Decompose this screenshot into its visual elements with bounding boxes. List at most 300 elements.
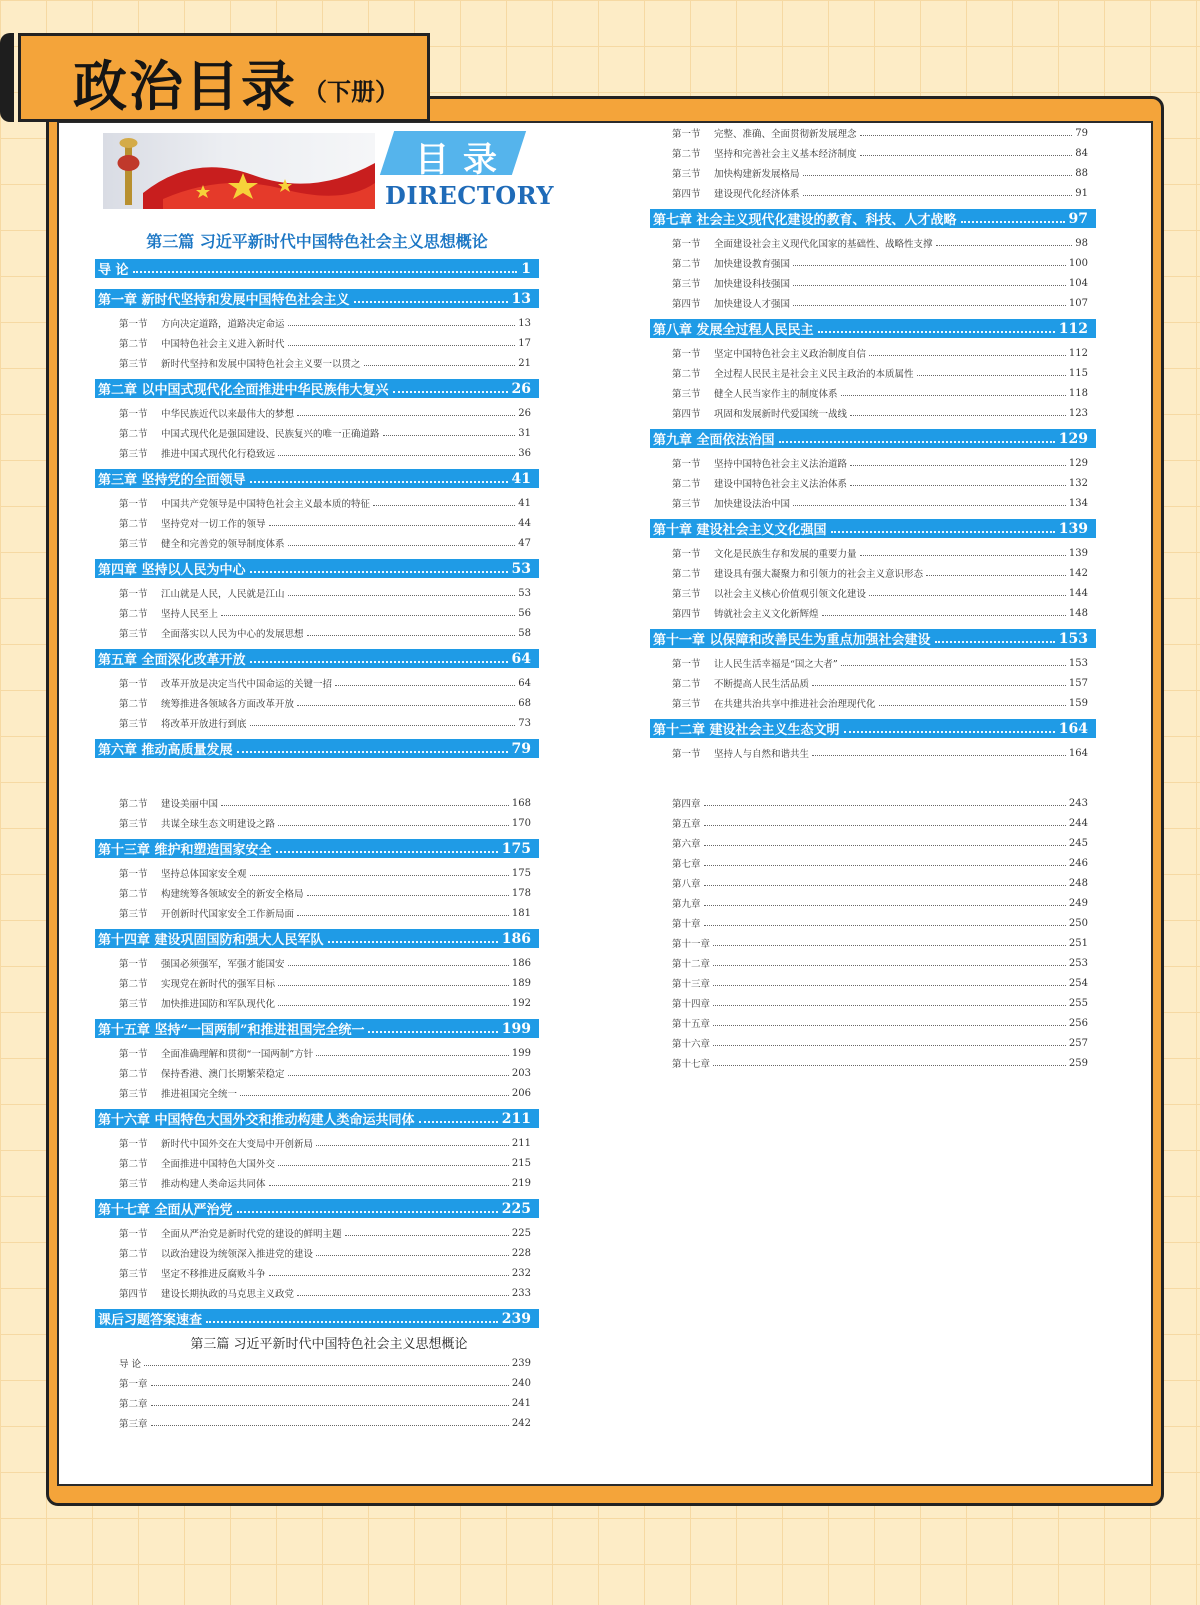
dot-leader	[250, 661, 508, 663]
section-number: 第三节	[119, 359, 148, 370]
section-row[interactable]	[119, 1153, 531, 1173]
answer-row[interactable]	[119, 1353, 531, 1373]
dot-leader	[850, 415, 1066, 416]
dot-leader	[869, 355, 1066, 356]
section-row[interactable]	[119, 903, 531, 923]
section-row[interactable]	[119, 1263, 531, 1283]
section-title: 建设中国特色社会主义法治体系	[714, 479, 848, 490]
section-number: 第二节	[672, 369, 701, 380]
chapter-row[interactable]	[650, 719, 1096, 738]
chapter-page: 129	[1058, 430, 1088, 447]
chapter-page: 175	[501, 840, 531, 857]
chapter-row[interactable]	[95, 289, 539, 308]
section-number: 第三节	[672, 279, 701, 290]
answer-row[interactable]	[672, 893, 1088, 913]
section-number: 第三节	[119, 629, 148, 640]
section-page: 178	[511, 887, 531, 899]
answer-page: 251	[1068, 937, 1088, 949]
section-row[interactable]	[672, 693, 1088, 713]
header-image	[103, 133, 375, 209]
section-title: 新时代坚持和发展中国特色社会主义要一以贯之	[161, 359, 361, 370]
section-page: 175	[511, 867, 531, 879]
section-page: 64	[518, 677, 531, 689]
section-row[interactable]	[672, 653, 1088, 673]
dot-leader	[237, 751, 508, 753]
section-title: 巩固和发展新时代爱国统一战线	[714, 409, 848, 420]
section-number: 第二节	[119, 519, 148, 530]
section-page: 47	[518, 537, 531, 549]
dot-leader	[860, 135, 1073, 136]
section-row[interactable]	[119, 443, 531, 463]
dot-leader	[793, 505, 1066, 506]
section-row[interactable]	[672, 453, 1088, 473]
section-title: 加快建设法治中国	[714, 499, 791, 510]
section-title: 在共建共治共享中推进社会治理现代化	[714, 699, 876, 710]
section-row[interactable]	[119, 883, 531, 903]
section-number: 第二节	[119, 1159, 148, 1170]
section-row[interactable]	[672, 543, 1088, 563]
section-row[interactable]	[672, 343, 1088, 363]
answer-row[interactable]	[672, 813, 1088, 833]
section-number: 第一节	[119, 589, 148, 600]
dot-leader	[383, 435, 516, 436]
section-page: 225	[511, 1227, 531, 1239]
section-number: 第一节	[672, 349, 701, 360]
section-row[interactable]	[119, 1173, 531, 1193]
answer-label: 第九章	[672, 899, 701, 910]
section-number: 第四节	[672, 409, 701, 420]
chapter-row[interactable]	[650, 519, 1096, 538]
chapter-title: 第十一章 以保障和改善民生为重点加强社会建设	[653, 633, 931, 648]
section-row[interactable]	[672, 233, 1088, 253]
section-page: 17	[518, 337, 531, 349]
answer-page: 245	[1068, 837, 1088, 849]
section-title: 全面准确理解和贯彻“一国两制”方针	[161, 1049, 314, 1060]
dot-leader	[316, 1255, 509, 1256]
answer-page: 253	[1068, 957, 1088, 969]
section-row[interactable]	[672, 163, 1088, 183]
chapter-page: 211	[501, 1110, 531, 1127]
dot-leader	[250, 571, 508, 573]
chapter-title: 课后习题答案速查	[98, 1313, 203, 1328]
section-page: 144	[1068, 587, 1088, 599]
section-number: 第二节	[119, 1069, 148, 1080]
chapter-title: 第四章 坚持以人民为中心	[98, 563, 246, 578]
chapter-row[interactable]	[650, 209, 1096, 228]
section-row[interactable]	[119, 813, 531, 833]
chapter-page: 79	[511, 740, 531, 757]
answer-row[interactable]	[672, 873, 1088, 893]
dot-leader	[151, 1405, 509, 1406]
section-row[interactable]	[119, 353, 531, 373]
section-number: 第二节	[119, 339, 148, 350]
directory-title: DIRECTORY	[385, 181, 554, 210]
answers-part-title: 第三篇 习近平新时代中国特色社会主义思想概论	[190, 1337, 468, 1352]
title-banner	[18, 33, 430, 122]
answer-page: 255	[1068, 997, 1088, 1009]
section-row[interactable]	[672, 403, 1088, 423]
section-row[interactable]	[119, 513, 531, 533]
section-page: 219	[511, 1177, 531, 1189]
section-number: 第一节	[672, 659, 701, 670]
chapter-row[interactable]	[95, 739, 539, 758]
dot-leader	[278, 1005, 509, 1006]
mulu-title: 目录	[415, 140, 511, 180]
answer-label: 第七章	[672, 859, 701, 870]
dot-leader	[364, 365, 516, 366]
answer-row[interactable]	[672, 1053, 1088, 1073]
section-title: 新时代中国外交在大变局中开创新局	[161, 1139, 314, 1150]
section-title: 方向决定道路，道路决定命运	[161, 319, 285, 330]
chapter-page: 186	[501, 930, 531, 947]
section-row[interactable]	[119, 673, 531, 693]
answer-label: 第十一章	[672, 939, 711, 950]
section-title: 坚定中国特色社会主义政治制度自信	[714, 349, 867, 360]
chapter-row[interactable]	[95, 929, 539, 948]
section-number: 第一节	[119, 319, 148, 330]
section-number: 第二节	[672, 149, 701, 160]
section-number: 第三节	[119, 999, 148, 1010]
answer-page: 244	[1068, 817, 1088, 829]
section-row[interactable]	[672, 673, 1088, 693]
dot-leader	[704, 925, 1066, 926]
answer-label: 第八章	[672, 879, 701, 890]
section-title: 完整、准确、全面贯彻新发展理念	[714, 129, 857, 140]
section-number: 第二节	[119, 799, 148, 810]
answer-label: 第十二章	[672, 959, 711, 970]
chapter-row[interactable]	[95, 1309, 539, 1328]
section-row[interactable]	[119, 1063, 531, 1083]
dot-leader	[328, 941, 498, 943]
section-number: 第一节	[672, 459, 701, 470]
section-page: 79	[1075, 127, 1088, 139]
dot-leader	[704, 865, 1066, 866]
answer-row[interactable]	[672, 1033, 1088, 1053]
section-page: 73	[518, 717, 531, 729]
dot-leader	[368, 1031, 497, 1033]
dot-leader	[961, 221, 1065, 223]
section-page: 41	[518, 497, 531, 509]
dot-leader	[818, 331, 1055, 333]
chapter-row[interactable]	[650, 629, 1096, 648]
section-page: 181	[511, 907, 531, 919]
section-row[interactable]	[672, 493, 1088, 513]
section-number: 第一节	[119, 1229, 148, 1240]
section-row[interactable]	[119, 533, 531, 553]
answer-page: 249	[1068, 897, 1088, 909]
section-title: 中华民族近代以来最伟大的梦想	[161, 409, 295, 420]
answer-page: 246	[1068, 857, 1088, 869]
section-number: 第二节	[119, 429, 148, 440]
section-page: 199	[511, 1047, 531, 1059]
section-row[interactable]	[672, 473, 1088, 493]
section-row[interactable]	[672, 743, 1088, 763]
dot-leader	[713, 985, 1066, 986]
answer-row[interactable]	[672, 1013, 1088, 1033]
section-title: 坚持总体国家安全观	[161, 869, 247, 880]
dot-leader	[316, 1145, 509, 1146]
section-row[interactable]	[119, 973, 531, 993]
section-number: 第三节	[672, 589, 701, 600]
section-page: 98	[1075, 237, 1088, 249]
section-row[interactable]	[119, 623, 531, 643]
dot-leader	[354, 301, 508, 303]
dot-leader	[335, 685, 515, 686]
chapter-row[interactable]	[95, 1019, 539, 1038]
section-row[interactable]	[672, 143, 1088, 163]
section-title: 江山就是人民，人民就是江山	[161, 589, 285, 600]
section-row[interactable]	[672, 383, 1088, 403]
section-row[interactable]	[119, 1133, 531, 1153]
answer-row[interactable]	[672, 933, 1088, 953]
section-page: 44	[518, 517, 531, 529]
dot-leader	[151, 1425, 509, 1426]
section-number: 第四节	[672, 299, 701, 310]
answer-label: 第十三章	[672, 979, 711, 990]
chapter-row[interactable]	[95, 259, 539, 278]
dot-leader	[307, 895, 509, 896]
dot-leader	[850, 485, 1066, 486]
section-page: 58	[518, 627, 531, 639]
section-number: 第三节	[119, 1089, 148, 1100]
section-row[interactable]	[119, 603, 531, 623]
section-number: 第二节	[672, 479, 701, 490]
dot-leader	[803, 175, 1073, 176]
dot-leader	[779, 441, 1055, 443]
dot-leader	[713, 1025, 1066, 1026]
chapter-row[interactable]	[95, 559, 539, 578]
section-page: 139	[1068, 547, 1088, 559]
section-page: 148	[1068, 607, 1088, 619]
section-number: 第一节	[119, 679, 148, 690]
chapter-row[interactable]	[650, 319, 1096, 338]
answer-page: 239	[511, 1357, 531, 1369]
dot-leader	[288, 595, 516, 596]
dot-leader	[831, 531, 1055, 533]
answer-label: 第一章	[119, 1379, 148, 1390]
section-title: 加快建设科技强国	[714, 279, 791, 290]
dot-leader	[288, 545, 516, 546]
section-row[interactable]	[119, 583, 531, 603]
section-row[interactable]	[119, 693, 531, 713]
section-number: 第三节	[119, 449, 148, 460]
section-number: 第四节	[119, 1289, 148, 1300]
section-page: 115	[1068, 367, 1088, 379]
section-title: 加快构建新发展格局	[714, 169, 800, 180]
dot-leader	[793, 265, 1066, 266]
dot-leader	[704, 885, 1066, 886]
answer-row[interactable]	[672, 793, 1088, 813]
section-row[interactable]	[672, 563, 1088, 583]
section-row[interactable]	[119, 793, 531, 813]
section-number: 第三节	[119, 1269, 148, 1280]
section-number: 第二节	[119, 979, 148, 990]
answer-page: 250	[1068, 917, 1088, 929]
section-row[interactable]	[672, 603, 1088, 623]
answer-row[interactable]	[119, 1373, 531, 1393]
section-title: 不断提高人民生活品质	[714, 679, 810, 690]
section-row[interactable]	[119, 1043, 531, 1063]
section-title: 文化是民族生存和发展的重要力量	[714, 549, 857, 560]
answer-label: 第六章	[672, 839, 701, 850]
dot-leader	[704, 845, 1066, 846]
dot-leader	[269, 1185, 509, 1186]
answer-label: 第二章	[119, 1399, 148, 1410]
section-row[interactable]	[119, 493, 531, 513]
dot-leader	[144, 1365, 509, 1366]
dot-leader	[419, 1121, 498, 1123]
section-page: 68	[518, 697, 531, 709]
section-title: 建设长期执政的马克思主义政党	[161, 1289, 295, 1300]
section-title: 开创新时代国家安全工作新局面	[161, 909, 295, 920]
section-row[interactable]	[672, 253, 1088, 273]
dot-leader	[250, 481, 508, 483]
answer-row[interactable]	[672, 973, 1088, 993]
dot-leader	[704, 825, 1066, 826]
directory-page	[57, 121, 1153, 1486]
section-number: 第三节	[119, 909, 148, 920]
dot-leader	[935, 641, 1055, 643]
section-row[interactable]	[672, 363, 1088, 383]
section-title: 保持香港、澳门长期繁荣稳定	[161, 1069, 285, 1080]
dot-leader	[793, 305, 1066, 306]
section-page: 132	[1068, 477, 1088, 489]
answer-page: 241	[511, 1397, 531, 1409]
section-row[interactable]	[672, 123, 1088, 143]
section-row[interactable]	[119, 423, 531, 443]
section-title: 统筹推进各领域各方面改革开放	[161, 699, 295, 710]
section-row[interactable]	[119, 863, 531, 883]
dot-leader	[297, 705, 515, 706]
section-page: 56	[518, 607, 531, 619]
section-number: 第一节	[672, 129, 701, 140]
section-page: 13	[518, 317, 531, 329]
section-title: 建设现代化经济体系	[714, 189, 800, 200]
section-number: 第三节	[672, 699, 701, 710]
section-row[interactable]	[672, 293, 1088, 313]
section-row[interactable]	[119, 1283, 531, 1303]
section-title: 健全人民当家作主的制度体系	[714, 389, 838, 400]
section-row[interactable]	[119, 1223, 531, 1243]
section-row[interactable]	[672, 273, 1088, 293]
dot-leader	[133, 271, 518, 273]
answer-label: 第十章	[672, 919, 701, 930]
section-page: 36	[518, 447, 531, 459]
dot-leader	[926, 575, 1066, 576]
section-row[interactable]	[119, 1083, 531, 1103]
answer-row[interactable]	[672, 953, 1088, 973]
answer-row[interactable]	[672, 853, 1088, 873]
answer-row[interactable]	[672, 833, 1088, 853]
section-number: 第三节	[672, 499, 701, 510]
section-row[interactable]	[119, 1243, 531, 1263]
chapter-row[interactable]	[95, 379, 539, 398]
section-row[interactable]	[119, 953, 531, 973]
chapter-page: 112	[1058, 320, 1088, 337]
section-number: 第二节	[672, 679, 701, 690]
section-number: 第一节	[119, 959, 148, 970]
section-number: 第三节	[672, 169, 701, 180]
dot-leader	[844, 731, 1055, 733]
section-number: 第一节	[119, 409, 148, 420]
dot-leader	[240, 1095, 509, 1096]
chapter-title: 第六章 推动高质量发展	[98, 743, 233, 758]
section-number: 第三节	[119, 819, 148, 830]
section-page: 157	[1068, 677, 1088, 689]
dot-leader	[288, 325, 516, 326]
flag-illustration	[103, 133, 375, 209]
section-row[interactable]	[672, 583, 1088, 603]
section-number: 第一节	[672, 549, 701, 560]
answer-row[interactable]	[672, 993, 1088, 1013]
section-page: 88	[1075, 167, 1088, 179]
chapter-title: 第八章 发展全过程人民民主	[653, 323, 814, 338]
answer-row[interactable]	[119, 1393, 531, 1413]
section-number: 第一节	[119, 869, 148, 880]
section-page: 100	[1068, 257, 1088, 269]
dot-leader	[237, 1211, 498, 1213]
section-title: 建设具有强大凝聚力和引领力的社会主义意识形态	[714, 569, 924, 580]
chapter-row[interactable]	[95, 1109, 539, 1128]
section-title: 全面从严治党是新时代党的建设的鲜明主题	[161, 1229, 342, 1240]
section-row[interactable]	[119, 313, 531, 333]
dot-leader	[206, 1321, 498, 1323]
answer-page: 243	[1068, 797, 1088, 809]
part-title: 第三篇 习近平新时代中国特色社会主义思想概论	[146, 232, 488, 251]
chapter-row[interactable]	[95, 649, 539, 668]
dot-leader	[841, 665, 1066, 666]
answer-label: 第十六章	[672, 1039, 711, 1050]
section-page: 233	[511, 1287, 531, 1299]
chapter-row[interactable]	[95, 839, 539, 858]
dot-leader	[316, 1055, 509, 1056]
chapter-row[interactable]	[95, 469, 539, 488]
chapter-page: 199	[501, 1020, 531, 1037]
chapter-row[interactable]	[650, 429, 1096, 448]
section-row[interactable]	[119, 993, 531, 1013]
section-title: 中国共产党领导是中国特色社会主义最本质的特征	[161, 499, 371, 510]
dot-leader	[297, 915, 509, 916]
section-number: 第三节	[119, 719, 148, 730]
chapter-page: 97	[1068, 210, 1088, 227]
section-title: 加快建设人才强国	[714, 299, 791, 310]
section-number: 第二节	[119, 1249, 148, 1260]
section-row[interactable]	[119, 333, 531, 353]
chapter-page: 64	[511, 650, 531, 667]
dot-leader	[373, 505, 515, 506]
dot-leader	[221, 805, 509, 806]
dot-leader	[250, 725, 516, 726]
section-number: 第一节	[672, 749, 701, 760]
answer-row[interactable]	[119, 1413, 531, 1433]
section-title: 加快建设教育强国	[714, 259, 791, 270]
section-title: 铸就社会主义文化新辉煌	[714, 609, 819, 620]
section-page: 215	[511, 1157, 531, 1169]
section-title: 以社会主义核心价值观引领文化建设	[714, 589, 867, 600]
chapter-row[interactable]	[95, 1199, 539, 1218]
section-row[interactable]	[119, 713, 531, 733]
section-row[interactable]	[672, 183, 1088, 203]
section-title: 强国必须强军，军强才能国安	[161, 959, 285, 970]
section-row[interactable]	[119, 403, 531, 423]
dot-leader	[713, 1065, 1066, 1066]
answer-page: 240	[511, 1377, 531, 1389]
answer-row[interactable]	[672, 913, 1088, 933]
section-page: 159	[1068, 697, 1088, 709]
chapter-page: 225	[501, 1200, 531, 1217]
chapter-page: 1	[521, 260, 531, 277]
section-number: 第四节	[672, 189, 701, 200]
